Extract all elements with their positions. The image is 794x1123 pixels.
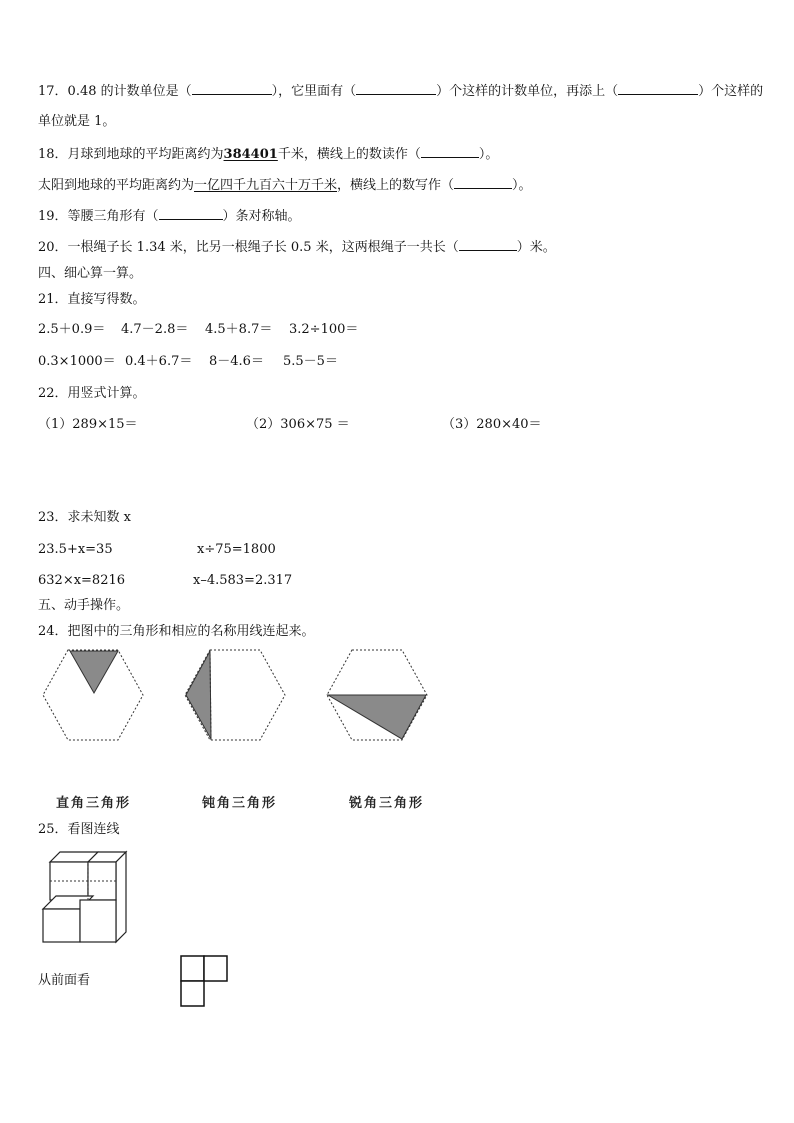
vertical-calc-item: （1）289×15＝ — [38, 417, 138, 432]
calc-item: 4.5＋8.7＝ — [205, 322, 273, 337]
question-17-line-1: 17．0.48 的计数单位是（ ），它里面有（ ）个这样的计数单位，再添上（ ）个这样的 — [38, 84, 764, 99]
question-18-line-1: 18．月球到地球的平均距离约为384401千米，横线上的数读作（ ）。 — [38, 147, 499, 162]
answer-blank[interactable] — [356, 82, 436, 95]
vertical-calc-item: （2）306×75 ＝ — [246, 417, 350, 432]
section-5-heading: 五、动手操作。 — [38, 598, 130, 613]
calc-item: 2.5＋0.9＝ — [38, 322, 106, 337]
calc-item: 4.7－2.8＝ — [121, 322, 189, 337]
section-4-heading: 四、细心算一算。 — [38, 266, 143, 281]
equation-item: 23.5+x=35 — [38, 542, 113, 557]
distance-number: 384401 — [223, 147, 278, 162]
answer-blank[interactable] — [459, 238, 517, 251]
distance-words: 一亿四千九百六十万千米 — [194, 178, 338, 193]
obtuse-triangle-shape — [186, 651, 211, 739]
answer-blank[interactable] — [192, 82, 272, 95]
question-18-line-2: 太阳到地球的平均距离约为一亿四千九百六十万千米，横线上的数写作（ ）。 — [38, 178, 532, 193]
calc-item: 5.5－5＝ — [283, 354, 338, 369]
answer-blank[interactable] — [454, 176, 512, 189]
calc-item: 0.3×1000＝ — [38, 354, 116, 369]
equation-item: 632×x=8216 — [38, 573, 126, 588]
label-acute-triangle[interactable]: 锐角三角形 — [349, 796, 425, 811]
question-22-title: 22．用竖式计算。 — [38, 386, 146, 401]
calc-item: 8－4.6＝ — [209, 354, 264, 369]
equation-item: x÷75=1800 — [197, 542, 276, 557]
question-21-title: 21．直接写得数。 — [38, 292, 146, 307]
label-obtuse-triangle[interactable]: 钝角三角形 — [202, 796, 278, 811]
calc-item: 3.2÷100＝ — [289, 322, 359, 337]
question-25-title: 25．看图连线 — [38, 822, 120, 837]
question-17-line-2: 单位就是 1。 — [38, 114, 116, 129]
vertical-calc-item: （3）280×40＝ — [442, 417, 542, 432]
label-right-triangle[interactable]: 直角三角形 — [56, 796, 132, 811]
question-19: 19．等腰三角形有（ ）条对称轴。 — [38, 209, 301, 224]
hexagon-figure-1 — [38, 645, 148, 745]
answer-blank[interactable] — [618, 82, 698, 95]
front-view-shape[interactable] — [180, 955, 240, 1015]
front-view-label[interactable]: 从前面看 — [38, 973, 91, 988]
cube-stack-figure — [38, 847, 138, 947]
calc-item: 0.4＋6.7＝ — [125, 354, 193, 369]
question-23-title: 23．求未知数 x — [38, 510, 132, 525]
question-20: 20．一根绳子长 1.34 米，比另一根绳子长 0.5 米，这两根绳子一共长（ ）米。 — [38, 240, 556, 255]
hexagon-figure-2 — [180, 645, 290, 745]
answer-blank[interactable] — [159, 207, 223, 220]
question-24-title: 24．把图中的三角形和相应的名称用线连起来。 — [38, 624, 315, 639]
answer-blank[interactable] — [421, 145, 479, 158]
hexagon-figure-3 — [322, 645, 432, 745]
equation-item: x–4.583=2.317 — [193, 573, 293, 588]
